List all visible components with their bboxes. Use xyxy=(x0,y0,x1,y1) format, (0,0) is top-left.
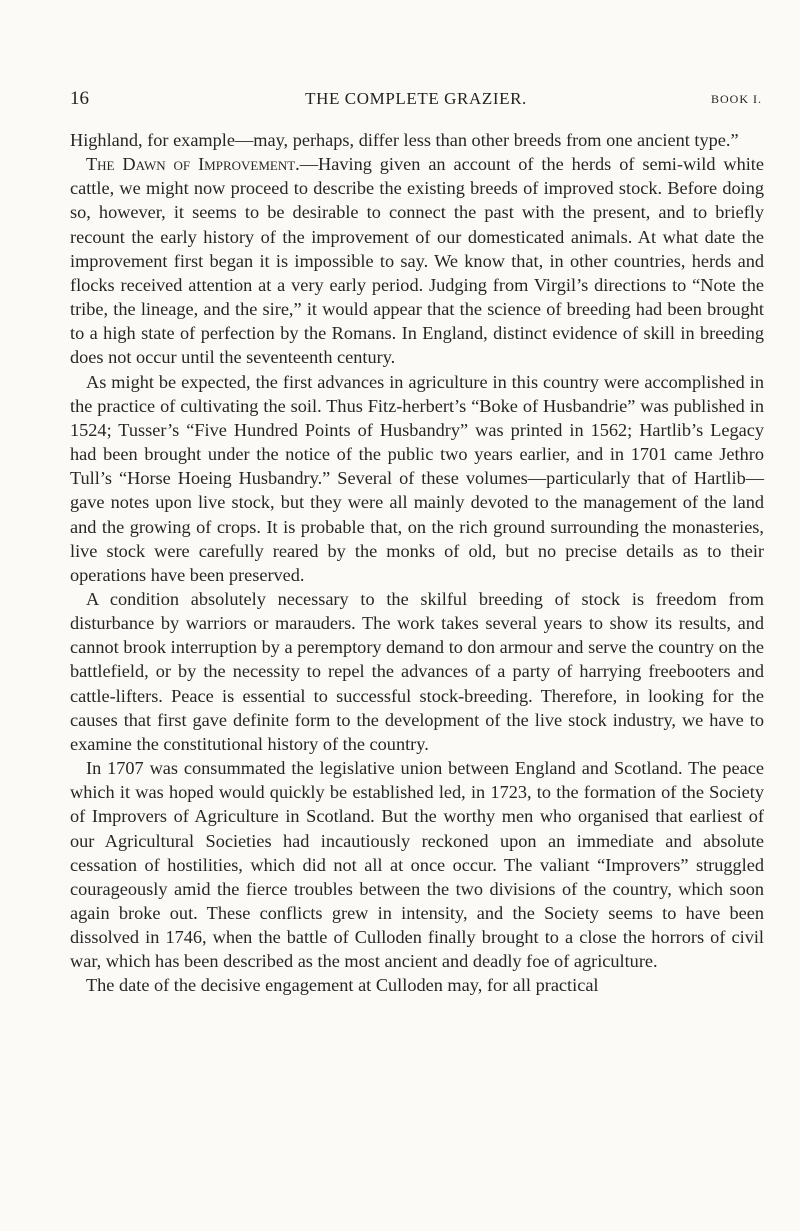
paragraph-continuation: Highland, for example—may, perhaps, differ less than other breeds from one ancient type.” xyxy=(70,130,739,150)
body-text xyxy=(70,128,764,998)
paragraph: In 1707 was consummated the legislative union between England and Scotland. The peace which it was hoped would quickly be established led, in 1723, to the formation of the Society of Improvers of Agriculture in Scotland. But the worthy men who organised that earliest of our Agricultural Societies had incautiously reckoned upon an immediate and absolute cessation of hostilities, which did not all at once occur. The valiant “Improvers” struggled courageously amid the fierce troubles between the two divisions of the country, which soon again broke out. These conflicts grew in intensity, and the Society seems to have been dissolved in 1746, when the battle of Culloden finally brought to a close the horrors of civil war, which has been described as the most ancient and deadly foe of agriculture. xyxy=(70,758,764,972)
paragraph: The date of the decisive engagement at Culloden may, for all practical xyxy=(86,975,599,996)
paragraph: A condition absolutely necessary to the skilful breeding of stock is freedom from disturbance by warriors or marauders. The work takes several years to show its results, and cannot brook interruption by a peremptory demand to don armour and serve the country on the battlefield, or by the necessity to repel the advances of a party of harrying freebooters and cattle-lifters. Peace is essential to successful stock-breeding. Therefore, in looking for the causes that first gave definite form to the development of the live stock industry, we have to examine the constitutional history of the country. xyxy=(70,588,764,754)
paragraph-text: —Having given an account of the herds of semi-wild white cattle, we might now proceed to describe the existing breeds of improved stock. Before doing so, however, it seems to be desirable to connect the past with the present, and to briefly recount the early history of the improvement of our domesticated animals. At what date the improvement first began it is impossible to say. We know that, in other countries, herds and flocks received attention at a very early period. Judging from Virgil’s directions to “Note the tribe, the lineage, and the sire,” it would appear that the science of breeding had been brought to a high state of perfection by the Romans. In England, distinct evidence of skill in breeding does not occur until the seventeenth century. xyxy=(70,154,764,368)
section-heading: The Dawn of Improvement. xyxy=(86,154,300,175)
page-header xyxy=(70,88,762,114)
running-title: THE COMPLETE GRAZIER. xyxy=(305,89,527,108)
paragraph: As might be expected, the first advances in agriculture in this country were accomplished in the practice of cultivating the soil. Thus Fitz-herbert’s “Boke of Husbandrie” was published in 1524; Tusser’s “Five Hundred Points of Husbandry” was printed in 1562; Hartlib’s Legacy had been brought under the notice of the public two years earlier, and in 1701 came Jethro Tull’s “Horse Hoeing Husbandry.” Several of these volumes—particularly that of Hartlib—gave notes upon live stock, but they were all mainly devoted to the management of the land and the growing of crops. It is probable that, on the rich ground surrounding the monasteries, live stock were carefully reared by the monks of old, but no precise details as to their operations have been preserved. xyxy=(70,371,764,585)
book-label: BOOK I. xyxy=(711,92,762,106)
page-number: 16 xyxy=(70,88,89,109)
paragraph-dawn-of-improvement xyxy=(70,152,764,369)
